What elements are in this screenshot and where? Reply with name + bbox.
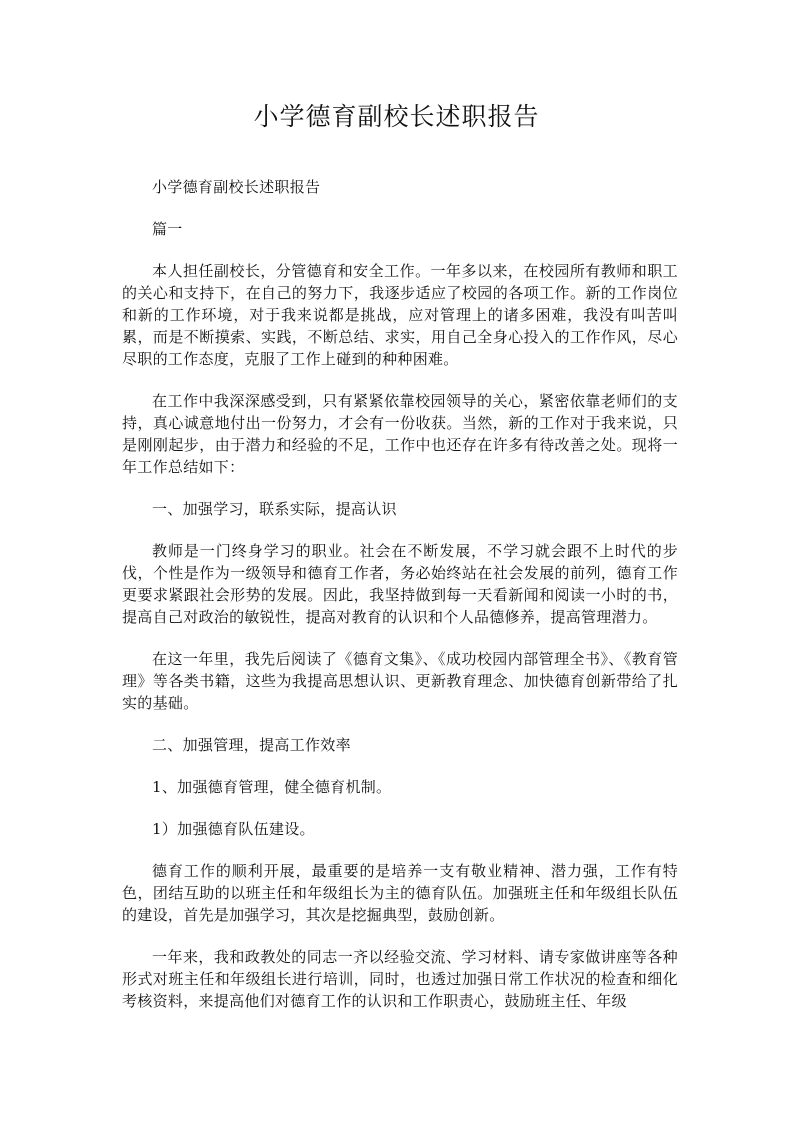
document-title: 小学德育副校长述职报告 — [253, 102, 540, 131]
paragraph: 在工作中我深深感受到，只有紧紧依靠校园领导的关心，紧密依靠老师们的支持，真心诚意地付出一份努力，才会有一份收获。当然，新的工作对于我来说，只是刚刚起步，由于潜力和经验的不足，工作中也还存在许多有待改善之处。现将一年工作总结如下： — [122, 392, 678, 476]
paragraph: 一年来，我和政教处的同志一齐以经验交流、学习材料、请专家做讲座等各种形式对班主任和年级组长进行培训，同时，也透过加强日常工作状况的检查和细化考核资料，来提高他们对德育工作的认识和工作职责心，鼓励班主任、年级 — [122, 948, 678, 1010]
paragraph: 德育工作的顺利开展，最重要的是培养一支有敬业精神、潜力强，工作有特色，团结互助的以班主任和年级组长为主的德育队伍。加强班主任和年级组长队伍的建设，首先是加强学习，其次是挖掘典型，鼓励创新。 — [122, 862, 678, 924]
paragraph-subtitle: 小学德育副校长述职报告 — [152, 178, 321, 196]
section-heading: 二、加强管理，提高工作效率 — [152, 736, 351, 754]
paragraph: 教师是一门终身学习的职业。社会在不断发展，不学习就会跟不上时代的步伐，个性是作为一级领导和德育工作者，务必始终站在社会发展的前列，德育工作更要求紧跟社会形势的发展。因此，我坚持做到每一天看新闻和阅读一小时的书，提高自己对政治的敏锐性，提高对教育的认识和个人品德修养，提高管理潜力。 — [122, 542, 678, 626]
paragraph-section-label: 篇一 — [152, 220, 183, 238]
document-body — [122, 176, 678, 1032]
subsection-heading: 1、加强德育管理，健全德育机制。 — [152, 778, 392, 796]
section-heading: 一、加强学习，联系实际，提高认识 — [152, 500, 397, 518]
paragraph: 在这一年里，我先后阅读了《德育文集》、《成功校园内部管理全书》、《教育管理》等各类书籍，这些为我提高思想认识、更新教育理念、加快德育创新带给了扎实的基础。 — [122, 650, 678, 712]
subsection-heading: 1）加强德育队伍建设。 — [152, 820, 315, 838]
paragraph: 本人担任副校长，分管德育和安全工作。一年多以来，在校园所有教师和职工的关心和支持下，在自己的努力下，我逐步适应了校园的各项工作。新的工作岗位和新的工作环境，对于我来说都是挑战，应对管理上的诸多困难，我没有叫苦叫累，而是不断摸索、实践，不断总结、求实，用自己全身心投入的工作作风，尽心尽职的工作态度，克服了工作上碰到的种种困难。 — [122, 262, 678, 368]
